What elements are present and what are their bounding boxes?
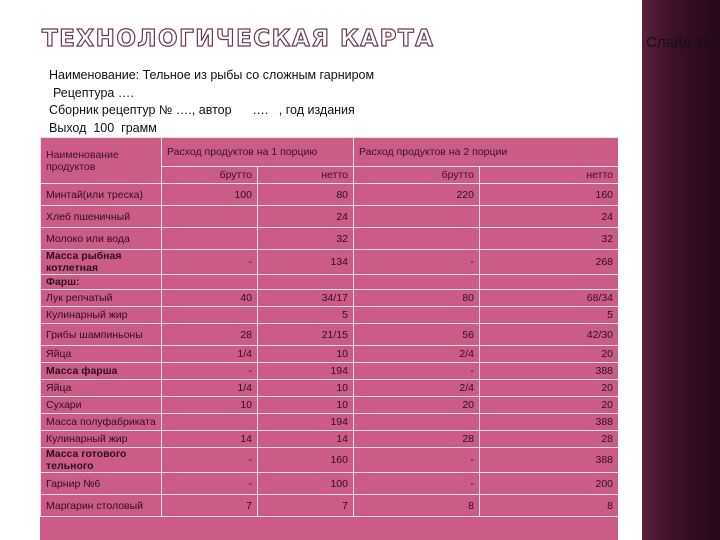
net-2-cell: 388 <box>480 363 619 380</box>
net-1-cell: 14 <box>258 431 354 448</box>
net-2-cell: 388 <box>480 448 619 473</box>
gross-2-cell: 2/4 <box>354 380 480 397</box>
product-name-cell: Молоко или вода <box>41 228 162 250</box>
net-1-cell: 194 <box>258 363 354 380</box>
net-2-cell: 24 <box>480 206 619 228</box>
table-row <box>41 414 619 431</box>
gross-2-cell <box>354 275 480 290</box>
product-name-cell: Яйца <box>41 346 162 363</box>
table-row <box>41 290 619 307</box>
net-2-cell: 32 <box>480 228 619 250</box>
table-row <box>41 346 619 363</box>
net-2-cell: 20 <box>480 380 619 397</box>
net-2-cell: 388 <box>480 414 619 431</box>
product-name-cell: Масса готового тельного <box>41 448 162 473</box>
header-net-2: нетто <box>480 167 619 184</box>
tech-card-table <box>40 137 618 517</box>
net-1-cell: 24 <box>258 206 354 228</box>
gross-1-cell: 10 <box>162 397 258 414</box>
net-1-cell: 10 <box>258 380 354 397</box>
tech-card-table-wrap <box>40 137 618 540</box>
product-name-cell: Сухари <box>41 397 162 414</box>
product-name-cell: Гарнир №6 <box>41 473 162 495</box>
net-2-cell: 5 <box>480 307 619 324</box>
gross-2-cell <box>354 228 480 250</box>
net-1-cell: 10 <box>258 346 354 363</box>
product-name-cell: Хлеб пшеничный <box>41 206 162 228</box>
net-1-cell: 7 <box>258 495 354 517</box>
table-row <box>41 473 619 495</box>
table-row <box>41 380 619 397</box>
net-1-cell: 194 <box>258 414 354 431</box>
product-name-cell: Грибы шампиньоны <box>41 324 162 346</box>
net-1-cell: 5 <box>258 307 354 324</box>
gross-2-cell: 20 <box>354 397 480 414</box>
recipe-line: Рецептура …. <box>53 85 134 100</box>
gross-2-cell: - <box>354 473 480 495</box>
table-row <box>41 206 619 228</box>
table-row <box>41 228 619 250</box>
product-name-cell: Минтай(или треска) <box>41 184 162 206</box>
gross-1-cell: 1/4 <box>162 380 258 397</box>
gross-2-cell: - <box>354 363 480 380</box>
gross-1-cell: 28 <box>162 324 258 346</box>
gross-2-cell: - <box>354 448 480 473</box>
net-2-cell: 20 <box>480 397 619 414</box>
product-name-cell: Масса фарша <box>41 363 162 380</box>
slide-number: Слайд 13 <box>646 34 712 51</box>
header-product-name: Наименование продуктов <box>41 138 162 184</box>
net-1-cell: 34/17 <box>258 290 354 307</box>
gross-1-cell <box>162 228 258 250</box>
recipe-meta <box>49 67 374 137</box>
gross-1-cell <box>162 414 258 431</box>
gross-2-cell: 2/4 <box>354 346 480 363</box>
right-decorative-bar <box>642 0 720 540</box>
net-1-cell: 21/15 <box>258 324 354 346</box>
product-name-cell: Масса рыбная котлетная <box>41 250 162 275</box>
product-name-cell: Масса полуфабриката <box>41 414 162 431</box>
net-1-cell: 134 <box>258 250 354 275</box>
page-title: ТЕХНОЛОГИЧЕСКАЯ КАРТА <box>42 26 435 52</box>
product-name-cell: Фарш: <box>41 275 162 290</box>
table-row <box>41 275 619 290</box>
header-portion-1: Расход продуктов на 1 порцию <box>162 138 354 167</box>
gross-1-cell: 14 <box>162 431 258 448</box>
net-1-cell: 80 <box>258 184 354 206</box>
net-1-cell <box>258 275 354 290</box>
gross-2-cell: 80 <box>354 290 480 307</box>
collection-line: Сборник рецептур № …., автор …. , год издания <box>49 103 355 117</box>
table-row <box>41 397 619 414</box>
net-2-cell <box>480 275 619 290</box>
header-gross-2: брутто <box>354 167 480 184</box>
gross-1-cell: - <box>162 473 258 495</box>
gross-2-cell: 56 <box>354 324 480 346</box>
gross-1-cell: - <box>162 363 258 380</box>
table-row <box>41 363 619 380</box>
gross-2-cell: - <box>354 250 480 275</box>
table-row <box>41 250 619 275</box>
header-gross-1: брутто <box>162 167 258 184</box>
product-name-cell: Кулинарный жир <box>41 307 162 324</box>
header-row <box>41 138 619 167</box>
table-row <box>41 495 619 517</box>
gross-2-cell <box>354 414 480 431</box>
table-row <box>41 431 619 448</box>
gross-1-cell: 7 <box>162 495 258 517</box>
gross-2-cell <box>354 307 480 324</box>
gross-2-cell: 220 <box>354 184 480 206</box>
net-2-cell: 68/34 <box>480 290 619 307</box>
net-1-cell: 10 <box>258 397 354 414</box>
net-2-cell: 268 <box>480 250 619 275</box>
net-2-cell: 28 <box>480 431 619 448</box>
gross-2-cell: 28 <box>354 431 480 448</box>
net-1-cell: 32 <box>258 228 354 250</box>
yield-line: Выход 100 грамм <box>49 120 157 135</box>
net-2-cell: 42/30 <box>480 324 619 346</box>
product-name-cell: Кулинарный жир <box>41 431 162 448</box>
gross-1-cell: - <box>162 448 258 473</box>
product-name-cell: Маргарин столовый <box>41 495 162 517</box>
gross-1-cell <box>162 275 258 290</box>
table-row <box>41 448 619 473</box>
dish-name-line: Наименование: Тельное из рыбы со сложным гарниром <box>49 68 375 82</box>
net-2-cell: 160 <box>480 184 619 206</box>
gross-1-cell: 40 <box>162 290 258 307</box>
table-row <box>41 184 619 206</box>
header-net-1: нетто <box>258 167 354 184</box>
table-row <box>41 324 619 346</box>
product-name-cell: Яйца <box>41 380 162 397</box>
header-portion-2: Расход продуктов на 2 порции <box>354 138 619 167</box>
product-name-cell: Лук репчатый <box>41 290 162 307</box>
net-2-cell: 8 <box>480 495 619 517</box>
gross-1-cell: 1/4 <box>162 346 258 363</box>
gross-1-cell: 100 <box>162 184 258 206</box>
gross-1-cell: - <box>162 250 258 275</box>
gross-1-cell <box>162 206 258 228</box>
gross-1-cell <box>162 307 258 324</box>
gross-2-cell: 8 <box>354 495 480 517</box>
table-row <box>41 307 619 324</box>
net-2-cell: 20 <box>480 346 619 363</box>
net-2-cell: 200 <box>480 473 619 495</box>
net-1-cell: 100 <box>258 473 354 495</box>
gross-2-cell <box>354 206 480 228</box>
net-1-cell: 160 <box>258 448 354 473</box>
